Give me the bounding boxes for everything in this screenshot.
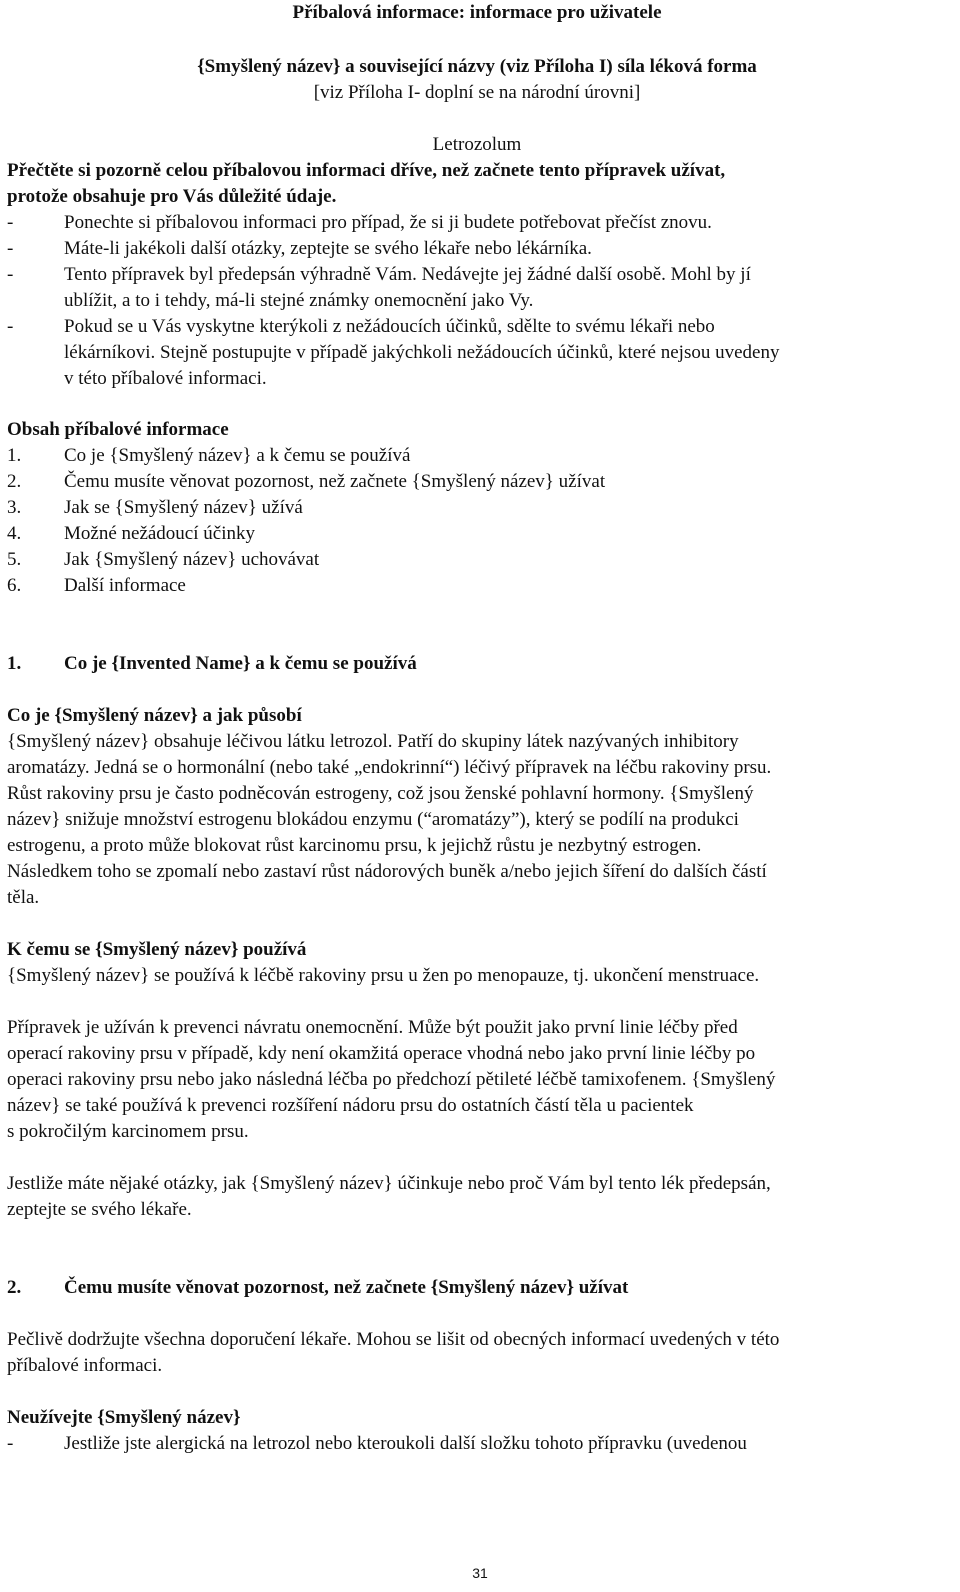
- section-number: 2.: [7, 1277, 22, 1298]
- toc-title: Obsah příbalové informace: [7, 419, 229, 440]
- bullet-dash: -: [7, 212, 14, 233]
- bullet-text: Tento přípravek byl předepsán výhradně Vám. Nedávejte jej žádné další osobě. Mohl by jí: [64, 264, 751, 285]
- document-title: Příbalová informace: informace pro uživatele: [292, 2, 662, 23]
- paragraph-line: Následkem toho se zpomalí nebo zastaví růst nádorových buněk a/nebo jejich šíření do dalších částí: [7, 861, 767, 882]
- bullet-text: lékárníkovi. Stejně postupujte v případě jakýchkoli nežádoucích účinků, které nejsou uvedeny: [64, 342, 780, 363]
- toc-text: Jak {Smyšlený název} uchovávat: [64, 549, 320, 570]
- paragraph-line: aromatázy. Jedná se o hormonální (nebo také „endokrinní“) léčivý přípravek na léčbu rakoviny prsu.: [7, 757, 772, 778]
- product-name: {Smyšlený název} a související názvy (viz Příloha I) síla léková forma: [197, 56, 757, 77]
- intro-text-line-1: Přečtěte si pozorně celou příbalovou informaci dříve, než začnete tento přípravek užívat,: [7, 160, 726, 181]
- paragraph-line: Jestliže máte nějaké otázky, jak {Smyšlený název} účinkuje nebo proč Vám byl tento lék předepsán,: [7, 1173, 771, 1194]
- paragraph-line: {Smyšlený název} obsahuje léčivou látku letrozol. Patří do skupiny látek nazývaných inhibitory: [7, 731, 739, 752]
- toc-text: Čemu musíte věnovat pozornost, než začnete {Smyšlený název} užívat: [64, 471, 606, 492]
- page-number: 31: [472, 1565, 488, 1581]
- paragraph-line: Růst rakoviny prsu je často podněcován estrogeny, což jsou ženské pohlavní hormony. {Smyšlený: [7, 783, 754, 804]
- paragraph-line: Pečlivě dodržujte všechna doporučení lékaře. Mohou se lišit od obecných informací uvedených v této: [7, 1329, 780, 1350]
- intro-text-line-2: protože obsahuje pro Vás důležité údaje.: [7, 186, 337, 207]
- product-name-line: [7, 54, 947, 80]
- section-number: 1.: [7, 653, 22, 674]
- bullet-dash: -: [7, 264, 14, 285]
- bullet-text: Ponechte si příbalovou informaci pro případ, že si ji budete potřebovat přečíst znovu.: [64, 212, 712, 233]
- toc-number: 2.: [7, 471, 22, 492]
- toc-number: 6.: [7, 575, 22, 596]
- paragraph-line: {Smyšlený název} se používá k léčbě rakoviny prsu u žen po menopauze, tj. ukončení menstruace.: [7, 965, 760, 986]
- paragraph-line: název} snižuje množství estrogenu blokádou enzymu (“aromatázy”), který se podílí na produkci: [7, 809, 739, 830]
- subsection-heading: K čemu se {Smyšlený název} používá: [7, 939, 307, 960]
- subsection-heading: Neužívejte {Smyšlený název}: [7, 1407, 241, 1428]
- toc-number: 1.: [7, 445, 22, 466]
- subsection-heading: Co je {Smyšlený název} a jak působí: [7, 705, 302, 726]
- bullet-dash: -: [7, 1433, 14, 1454]
- paragraph-line: zeptejte se svého lékaře.: [7, 1199, 192, 1220]
- paragraph-line: Přípravek je užíván k prevenci návratu onemocnění. Může být použit jako první linie léčby před: [7, 1017, 738, 1038]
- toc-text: Další informace: [64, 575, 186, 596]
- section-title: Čemu musíte věnovat pozornost, než začnete {Smyšlený název} užívat: [64, 1277, 629, 1298]
- bullet-dash: -: [7, 238, 14, 259]
- bullet-text: Máte-li jakékoli další otázky, zeptejte se svého lékaře nebo lékárníka.: [64, 238, 592, 259]
- paragraph-line: těla.: [7, 887, 40, 908]
- bullet-text: Jestliže jste alergická na letrozol nebo kteroukoli další složku tohoto přípravku (uvedenou: [64, 1433, 747, 1454]
- bullet-text: v této příbalové informaci.: [64, 368, 267, 389]
- paragraph-line: operací rakoviny prsu v případě, kdy není okamžitá operace vhodná nebo jako první linie léčby po: [7, 1043, 756, 1064]
- toc-text: Možné nežádoucí účinky: [64, 523, 255, 544]
- toc-number: 4.: [7, 523, 22, 544]
- section-title: Co je {Invented Name} a k čemu se používá: [64, 653, 417, 674]
- paragraph-line: s pokročilým karcinomem prsu.: [7, 1121, 249, 1142]
- paragraph-line: příbalové informaci.: [7, 1355, 163, 1376]
- toc-text: Co je {Smyšlený název} a k čemu se používá: [64, 445, 411, 466]
- paragraph-line: název} se také používá k prevenci rozšíření nádoru prsu do ostatních částí těla u pacientek: [7, 1095, 694, 1116]
- annex-note: [viz Příloha I- doplní se na národní úrovni]: [313, 82, 641, 103]
- paragraph-line: estrogenu, a proto může blokovat růst karcinomu prsu, k jejichž růstu je nezbytný estrogen.: [7, 835, 702, 856]
- toc-number: 3.: [7, 497, 22, 518]
- paragraph-line: operaci rakoviny prsu nebo jako následná léčba po předchozí pětileté léčbě tamixofenem. {Smyšlený: [7, 1069, 776, 1090]
- bullet-dash: -: [7, 316, 14, 337]
- toc-number: 5.: [7, 549, 22, 570]
- bullet-text: Pokud se u Vás vyskytne kterýkoli z nežádoucích účinků, sdělte to svému lékaři nebo: [64, 316, 715, 337]
- toc-text: Jak se {Smyšlený název} užívá: [64, 497, 303, 518]
- active-substance: Letrozolum: [432, 134, 522, 155]
- bullet-text: ublížit, a to i tehdy, má-li stejné známky onemocnění jako Vy.: [64, 290, 534, 311]
